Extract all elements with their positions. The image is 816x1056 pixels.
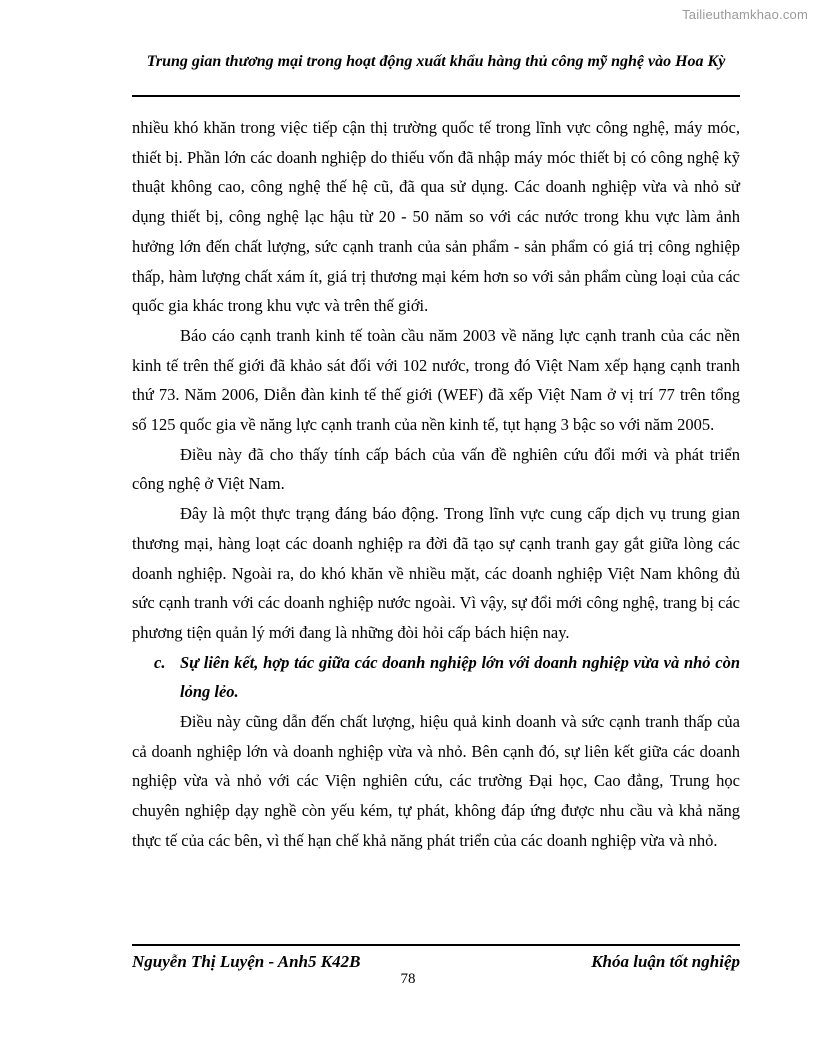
footer-divider — [132, 944, 740, 946]
page-body — [132, 113, 740, 856]
paragraph-3: Điều này đã cho thấy tính cấp bách của vấn đề nghiên cứu đổi mới và phát triển công nghệ ở Việt Nam. — [132, 444, 740, 494]
subheading-text: Sự liên kết, hợp tác giữa các doanh nghiệp lớn với doanh nghiệp vừa và nhỏ còn lỏng lẻo. — [180, 652, 740, 702]
header-divider — [132, 95, 740, 97]
paragraph-2: Báo cáo cạnh tranh kinh tế toàn cầu năm 2003 về năng lực cạnh tranh của các nền kinh tế trên thế giới đã khảo sát đối với 102 nước, trong đó Việt Nam xếp hạng cạnh tranh thứ 73. Năm 2006, Diễn đàn kinh tế thế giới (WEF) đã xếp Việt Nam ở vị trí 77 trên tổng số 125 quốc gia về năng lực cạnh tranh của nền kinh tế, tụt hạng 3 bậc so với năm 2005. — [132, 325, 740, 435]
footer-doc-type: Khóa luận tốt nghiệp — [591, 952, 740, 971]
subheading-letter: c. — [154, 652, 166, 672]
paragraph-5: Điều này cũng dẫn đến chất lượng, hiệu quả kinh doanh và sức cạnh tranh thấp của cả doanh nghiệp lớn và doanh nghiệp vừa và nhỏ. Bên cạnh đó, sự liên kết giữa các doanh nghiệp vừa và nhỏ với các Viện nghiên cứu, các trường Đại học, Cao đẳng, Trung học chuyên nghiệp dạy nghề còn yếu kém, tự phát, không đáp ứng được nhu cầu và khả năng thực tế của các bên, vì thế hạn chế khả năng phát triển của các doanh nghiệp vừa và nhỏ. — [132, 712, 740, 850]
paragraph-4: Đây là một thực trạng đáng báo động. Trong lĩnh vực cung cấp dịch vụ trung gian thương mại, hàng loạt các doanh nghiệp ra đời đã tạo sự cạnh tranh gay gắt giữa lòng các doanh nghiệp. Ngoài ra, do khó khăn về nhiều mặt, các doanh nghiệp Việt Nam không đủ sức cạnh tranh với các doanh nghiệp nước ngoài. Vì vậy, sự đổi mới công nghệ, trang bị các phương tiện quản lý mới đang là những đòi hỏi cấp bách hiện nay. — [132, 504, 740, 642]
footer-author: Nguyễn Thị Luyện - Anh5 K42B — [132, 952, 361, 971]
page-number: 78 — [400, 971, 416, 987]
running-header: Trung gian thương mại trong hoạt động xuất khẩu hàng thủ công mỹ nghệ vào Hoa Kỳ — [146, 53, 726, 70]
paragraph-1: nhiều khó khăn trong việc tiếp cận thị trường quốc tế trong lĩnh vực công nghệ, máy móc, thiết bị. Phần lớn các doanh nghiệp do thiếu vốn đã nhập máy móc thiết bị có công nghệ kỹ thuật không cao, công nghệ thế hệ cũ, đã qua sử dụng. Các doanh nghiệp vừa và nhỏ sử dụng thiết bị, công nghệ lạc hậu từ 20 - 50 năm so với các nước trong khu vực làm ảnh hưởng lớn đến chất lượng, sức cạnh tranh của sản phẩm - sản phẩm có giá trị công nghiệp thấp, hàm lượng chất xám ít, giá trị thương mại kém hơn so với sản phẩm cùng loại của các quốc gia khác trong khu vực và trên thế giới. — [132, 118, 740, 316]
watermark: Tailieuthamkhao.com — [682, 7, 808, 22]
subheading — [132, 648, 740, 707]
